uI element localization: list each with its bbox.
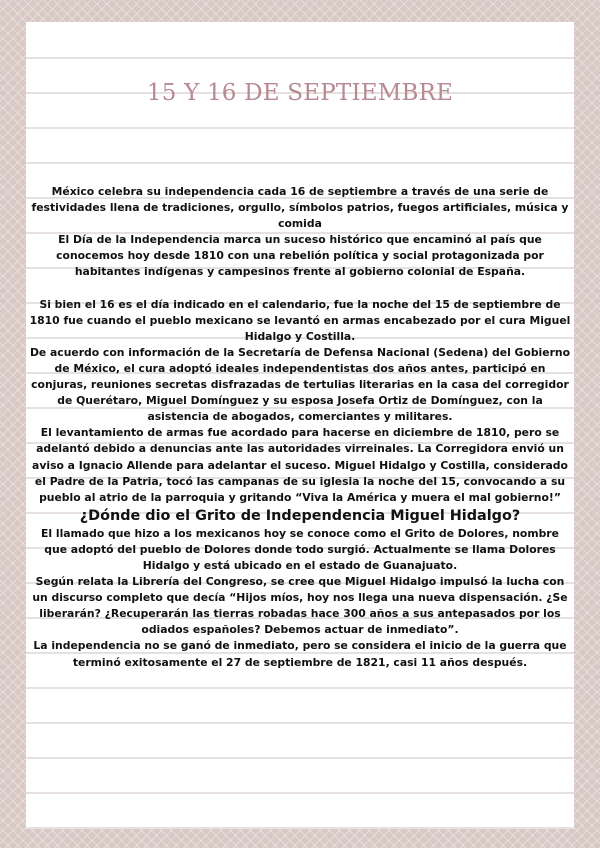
independence-day-paragraph: El Día de la Independencia marca un suceso histórico que encaminó al país que conocemos hoy desde 1810 con una rebelión política y social protagonizada por habitantes indígenas y campesinos frente al gobierno colonial de España. <box>56 233 544 279</box>
grito-de-dolores-paragraph: El llamado que hizo a los mexicanos hoy se conoce como el Grito de Dolores, nombre que adoptó del pueblo de Dolores donde todo surgió. Actualmente se llama Dolores Hidalgo y está ubicado en el estado de Guanajuato. <box>41 526 559 572</box>
uprising-paragraph: El levantamiento de armas fue acordado para hacerse en diciembre de 1810, pero se adelantó debido a denuncias ante las autoridades virreinales. La Corregidora envió un aviso a Ignacio Allende para adelantar el suceso. Miguel Hidalgo y Costilla, considerado el Padre de la Patria, tocó las campanas de su iglesia la noche del 15, convocando a su pueblo al atrio de la parroquia y gritando “Viva la América y muera el mal gobierno!” <box>32 426 568 504</box>
intro-paragraph: México celebra su independencia cada 16 de septiembre a través de una serie de festividades llena de tradiciones, orgullo, símbolos patrios, fuegos artificiales, música y comida <box>31 185 569 231</box>
section-heading: ¿Dónde dio el Grito de Independencia Miguel Hidalgo? <box>79 507 521 524</box>
document-body <box>28 184 572 671</box>
night-of-15-paragraph: Si bien el 16 es el día indicado en el calendario, fue la noche del 15 de septiembre de 1810 fue cuando el pueblo mexicano se levantó en armas encabezado por el cura Miguel Hidalgo y Costilla. <box>29 297 571 343</box>
document-page <box>26 22 574 829</box>
sedena-paragraph: De acuerdo con información de la Secretaría de Defensa Nacional (Sedena) del Gobierno de México, el cura adoptó ideales independentistas dos años antes, participó en conjuras, reuniones secretas disfrazadas de tertulias literarias en la casa del corregidor de Querétaro, Miguel Domínguez y su esposa Josefa Ortiz de Domínguez, con la asistencia de abogados, comerciantes y militares. <box>29 345 571 424</box>
conclusion-paragraph: La independencia no se ganó de inmediato, pero se considera el inicio de la guerra que terminó exitosamente el 27 de septiembre de 1821, casi 11 años después. <box>33 639 567 669</box>
congress-library-paragraph: Según relata la Librería del Congreso, se cree que Miguel Hidalgo impulsó la lucha con un discurso completo que decía “Hijos míos, hoy nos llega una nueva dispensación. ¿Se liberarán? ¿Recuperarán las tierras robadas hace 300 años a sus antepasados por los odiados españoles? Debemos actuar de inmediato”. <box>32 575 568 637</box>
page-title: 15 Y 16 DE SEPTIEMBRE <box>146 80 454 106</box>
